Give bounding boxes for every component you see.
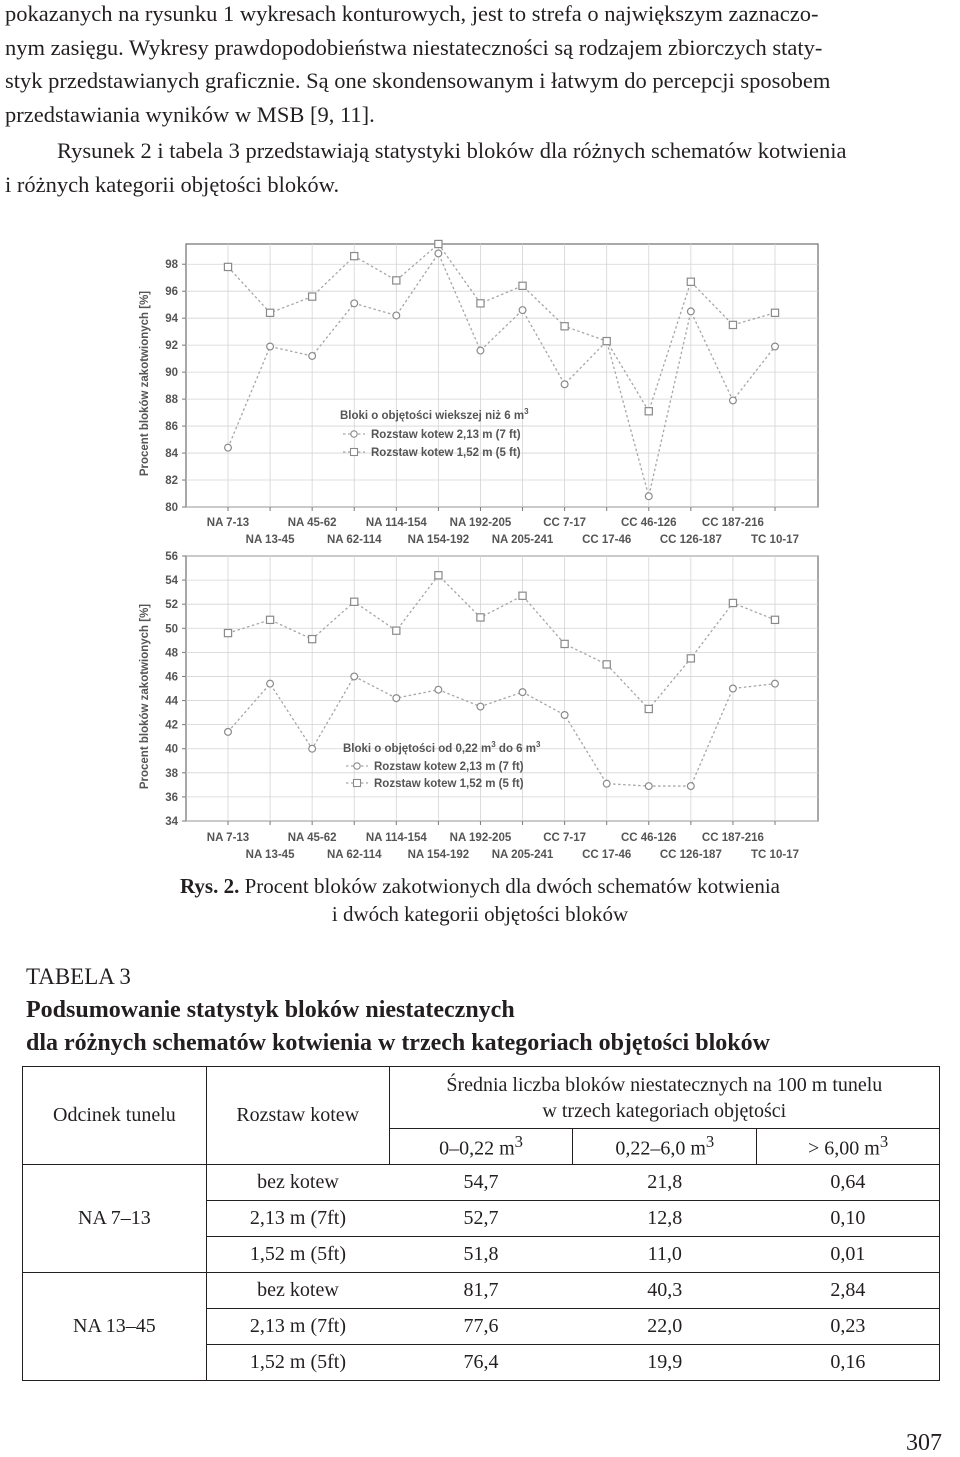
data-point-circle: [645, 493, 652, 500]
y-tick-label: 36: [165, 791, 178, 804]
x-tick-label: NA 45-62: [287, 517, 337, 529]
chart-top: [0, 236, 960, 556]
table-cell: 0,23: [757, 1309, 940, 1345]
header-cat-label: > 6,00 m: [808, 1137, 880, 1160]
section-cell: [23, 1273, 207, 1381]
header-cat-label: 0,22–6,0 m: [615, 1137, 706, 1160]
data-point-square: [477, 614, 484, 621]
header-spacing-label: Rozstaw kotew: [236, 1104, 360, 1126]
header-cat3: [757, 1129, 940, 1165]
table-cell: 52,7: [389, 1201, 573, 1237]
table-cell: 21,8: [573, 1165, 757, 1201]
legend-marker-square: [354, 780, 361, 787]
y-axis-label: Procent bloków zakotwionych [%]: [139, 290, 151, 477]
data-point-square: [393, 627, 400, 634]
data-point-circle: [393, 695, 400, 702]
header-spacing: [206, 1067, 389, 1165]
x-tick-label: CC 126-187: [659, 849, 722, 861]
x-tick-label: NA 62-114: [326, 534, 382, 546]
table-cell: 40,3: [573, 1273, 757, 1309]
header-cat-label: 0–0,22 m: [439, 1137, 515, 1160]
y-tick-label: 88: [165, 394, 178, 407]
y-tick-label: 48: [165, 647, 178, 660]
y-tick-label: 98: [165, 259, 178, 272]
data-point-circle: [687, 308, 694, 315]
x-tick-label: CC 126-187: [659, 534, 722, 546]
y-tick-label: 44: [165, 695, 178, 708]
text-line: styk przedstawianych graficznie. Są one skondensowanym i łatwym do percepcji sposobem: [5, 68, 831, 93]
paragraph-figure-reference: [5, 134, 955, 201]
table-cell: 2,13 m (7ft): [206, 1201, 389, 1237]
table-cell: 12,8: [573, 1201, 757, 1237]
page-number: 307: [906, 1430, 942, 1456]
table-cell: 1,52 m (5ft): [206, 1345, 389, 1381]
y-tick-label: 96: [165, 286, 178, 299]
section-label: NA 7–13: [78, 1207, 151, 1229]
legend-title: Bloki o objętości wiekszej niż 6 $m^3$: [340, 407, 529, 422]
caption-text: Procent bloków zakotwionych dla dwóch schematów kotwienia: [239, 874, 780, 898]
data-point-square: [266, 616, 273, 623]
y-tick-label: 80: [165, 502, 178, 514]
header-group-line: Średnia liczba bloków niestatecznych na 100 m tunelu: [446, 1073, 883, 1096]
table-title: [26, 994, 770, 1060]
data-point-square: [393, 277, 400, 284]
data-point-square: [351, 253, 358, 260]
section-label: NA 13–45: [73, 1315, 156, 1337]
data-point-square: [477, 300, 484, 307]
table-row: [23, 1273, 940, 1309]
y-tick-label: 56: [165, 551, 178, 563]
table-cell: bez kotew: [206, 1273, 389, 1309]
legend-label: Rozstaw kotew 2,13 m (7 ft): [371, 429, 521, 441]
legend-title: Bloki o objętości od 0,22 $m^3$ do 6 $m^3$: [343, 740, 541, 755]
figure-caption: [0, 872, 960, 928]
x-tick-label: NA 114-154: [365, 517, 427, 529]
data-point-square: [687, 655, 694, 662]
data-point-square: [729, 321, 736, 328]
x-tick-label: NA 114-154: [365, 832, 427, 844]
legend-label: Rozstaw kotew 1,52 m (5 ft): [371, 447, 521, 459]
data-point-circle: [267, 343, 274, 350]
text-line: Rysunek 2 i tabela 3 przedstawiają statystyki bloków dla różnych schematów kotwienia: [57, 138, 847, 163]
data-table: [22, 1066, 940, 1381]
data-point-circle: [393, 312, 400, 319]
data-point-circle: [687, 783, 694, 790]
table-cell: 0,01: [757, 1237, 940, 1273]
y-tick-label: 50: [165, 623, 178, 636]
data-point-circle: [645, 783, 652, 790]
x-tick-label: TC 10-17: [751, 849, 799, 861]
data-point-square: [309, 293, 316, 300]
data-point-circle: [519, 307, 526, 314]
caption-label: Rys. 2.: [180, 874, 240, 898]
header-group: [389, 1067, 939, 1129]
table-cell: 81,7: [389, 1273, 573, 1309]
data-point-square: [603, 338, 610, 345]
x-tick-label: NA 7-13: [206, 832, 250, 844]
legend-label: Rozstaw kotew 1,52 m (5 ft): [374, 778, 524, 790]
x-tick-label: CC 7-17: [543, 832, 587, 844]
x-tick-label: NA 13-45: [245, 849, 295, 861]
table-cell: 11,0: [573, 1237, 757, 1273]
superscript: 3: [514, 1132, 523, 1152]
data-point-square: [645, 705, 652, 712]
table-cell: bez kotew: [206, 1165, 389, 1201]
data-point-square: [435, 572, 442, 579]
data-point-circle: [351, 300, 358, 307]
y-tick-label: 92: [165, 340, 178, 353]
header-cat2: [573, 1129, 757, 1165]
data-point-circle: [267, 680, 274, 687]
data-point-circle: [309, 353, 316, 360]
data-point-circle: [772, 680, 779, 687]
table-label: TABELA 3: [26, 964, 131, 989]
y-tick-label: 82: [165, 475, 178, 488]
data-point-circle: [477, 347, 484, 354]
data-point-circle: [225, 728, 232, 735]
x-tick-label: NA 45-62: [287, 832, 337, 844]
data-point-circle: [435, 250, 442, 257]
plot-frame: [186, 244, 818, 507]
table-row: [23, 1165, 940, 1201]
table-title-line: dla różnych schematów kotwienia w trzech kategoriach objętości bloków: [26, 1030, 770, 1056]
x-tick-label: CC 17-46: [582, 849, 632, 861]
y-tick-label: 90: [165, 367, 178, 380]
paragraph-intro: [5, 0, 955, 131]
x-tick-label: CC 17-46: [582, 534, 632, 546]
data-point-square: [561, 323, 568, 330]
table-cell: 0,64: [757, 1165, 940, 1201]
data-point-circle: [309, 745, 316, 752]
data-point-circle: [603, 780, 610, 787]
y-tick-label: 54: [165, 575, 178, 588]
y-axis-label: Procent bloków zakotwionych [%]: [139, 603, 151, 790]
x-tick-label: NA 7-13: [206, 517, 250, 529]
legend-label: Rozstaw kotew 2,13 m (7 ft): [374, 761, 524, 773]
y-tick-label: 40: [165, 743, 178, 756]
x-tick-label: NA 13-45: [245, 534, 295, 546]
data-point-square: [224, 629, 231, 636]
x-tick-label: NA 154-192: [407, 849, 470, 861]
data-point-circle: [730, 397, 737, 404]
data-point-square: [771, 309, 778, 316]
x-tick-label: TC 10-17: [751, 534, 799, 546]
table-cell: 76,4: [389, 1345, 573, 1381]
legend-marker-square: [351, 449, 358, 456]
section-cell: [23, 1165, 207, 1273]
data-point-circle: [225, 444, 232, 451]
y-tick-label: 34: [165, 816, 178, 828]
table-title-line: Podsumowanie statystyk bloków niestatecznych: [26, 997, 515, 1023]
chart-bottom: [0, 548, 960, 868]
text-line: nym zasięgu. Wykresy prawdopodobieństwa niestateczności są rodzajem zbiorczych staty-: [5, 34, 823, 60]
data-point-square: [351, 598, 358, 605]
data-point-circle: [772, 343, 779, 350]
header-cat1: [389, 1129, 573, 1165]
y-tick-label: 52: [165, 599, 178, 612]
data-point-circle: [435, 686, 442, 693]
x-tick-label: NA 192-205: [449, 832, 512, 844]
data-point-circle: [477, 703, 484, 710]
table-cell: 19,9: [573, 1345, 757, 1381]
x-tick-label: NA 154-192: [407, 534, 470, 546]
header-group-line: w trzech kategoriach objętości: [542, 1099, 787, 1122]
data-point-square: [645, 408, 652, 415]
caption-text: i dwóch kategorii objętości bloków: [331, 902, 629, 926]
table-cell: 1,52 m (5ft): [206, 1237, 389, 1273]
superscript: 3: [879, 1132, 889, 1152]
data-point-square: [687, 278, 694, 285]
superscript: 3: [705, 1132, 715, 1152]
data-point-square: [224, 263, 231, 270]
table-cell: 22,0: [573, 1309, 757, 1345]
header-section-label: Odcinek tunelu: [53, 1104, 176, 1126]
y-tick-label: 46: [165, 671, 178, 684]
y-tick-label: 86: [165, 421, 178, 434]
y-tick-label: 38: [165, 767, 178, 780]
x-tick-label: CC 187-216: [701, 517, 764, 529]
data-point-square: [309, 636, 316, 643]
data-point-circle: [351, 673, 358, 680]
table-cell: 54,7: [389, 1165, 573, 1201]
text-line: przedstawiania wyników w MSB [9, 11].: [5, 101, 375, 127]
table-cell: 77,6: [389, 1309, 573, 1345]
y-tick-label: 94: [165, 313, 178, 326]
table-cell: 0,16: [757, 1345, 940, 1381]
data-point-square: [266, 309, 273, 316]
x-tick-label: CC 187-216: [701, 832, 764, 844]
table-cell: 51,8: [389, 1237, 573, 1273]
x-tick-label: NA 205-241: [491, 849, 554, 861]
x-tick-label: CC 46-126: [620, 832, 677, 844]
x-tick-label: NA 192-205: [449, 517, 512, 529]
data-point-circle: [730, 685, 737, 692]
table-cell: 2,13 m (7ft): [206, 1309, 389, 1345]
legend-marker-circle: [351, 431, 357, 437]
data-point-square: [519, 282, 526, 289]
data-point-square: [435, 240, 442, 247]
data-point-square: [603, 661, 610, 668]
data-point-square: [561, 640, 568, 647]
header-section: [23, 1067, 207, 1165]
y-tick-label: 84: [165, 448, 178, 461]
text-line: pokazanych na rysunku 1 wykresach konturowych, jest to strefa o największym zaznaczo-: [5, 1, 819, 26]
data-point-square: [519, 592, 526, 599]
data-point-square: [729, 599, 736, 606]
y-tick-label: 42: [165, 719, 178, 732]
x-tick-label: CC 7-17: [543, 517, 587, 529]
x-tick-label: NA 205-241: [491, 534, 554, 546]
text-line: i różnych kategorii objętości bloków.: [5, 171, 340, 197]
data-point-circle: [561, 712, 568, 719]
x-tick-label: CC 46-126: [620, 517, 677, 529]
legend-marker-circle: [354, 763, 360, 769]
data-point-circle: [519, 689, 526, 696]
table-cell: 2,84: [757, 1273, 940, 1309]
x-tick-label: NA 62-114: [326, 849, 382, 861]
data-point-circle: [561, 381, 568, 388]
table-cell: 0,10: [757, 1201, 940, 1237]
data-point-square: [771, 616, 778, 623]
